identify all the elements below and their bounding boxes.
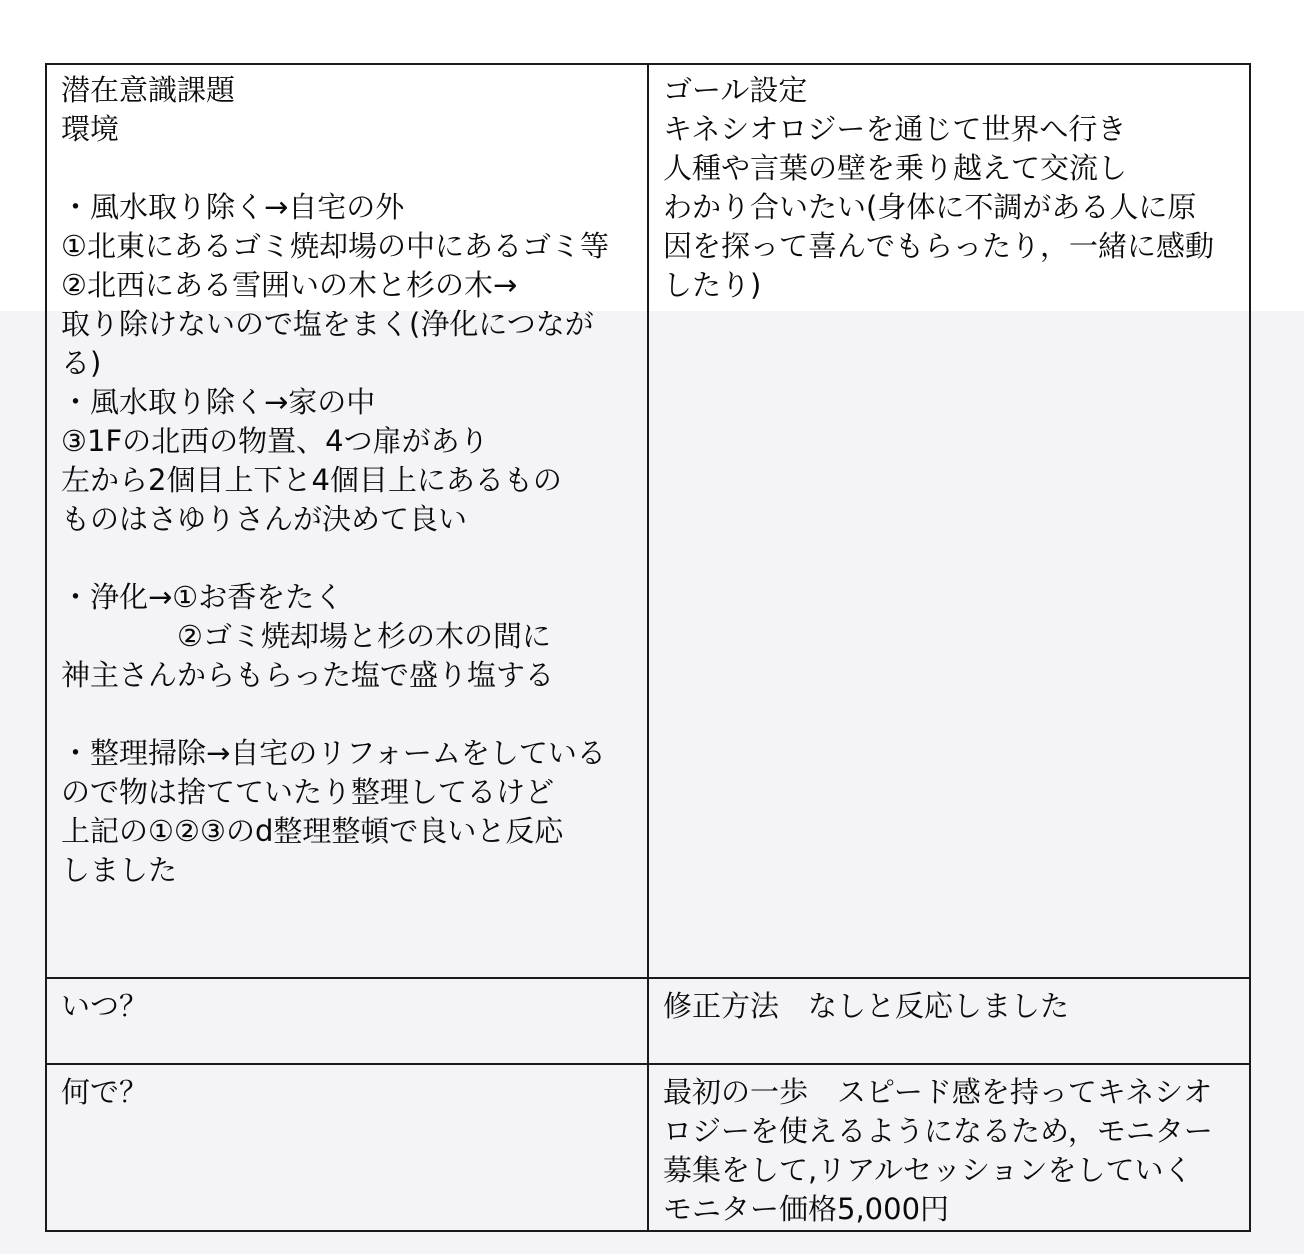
when-cell: いつ？ xyxy=(47,979,649,1065)
first-step-cell: 最初の一歩 スピード感を持ってキネシオ ロジーを使えるようになるため，モニター 募集をして,リアルセッションをしていく モニター価格5,000円 xyxy=(663,1075,1213,1226)
subconscious-issue-cell: 潜在意識課題 環境 ・風水取り除く→自宅の外 ①北東にあるゴミ焼却場の中にあるゴミ等 ②北西にある雪囲いの木と杉の木→ 取り除けないので塩をまく(浄化につなが る) ・風水取り除く→家の中 ③1Fの北西の物置、4つ扉があり 左から2個目上下と4個目上にあるもの ものはさゆりさんが決めて良い ・浄化→①お香をたく ②ゴミ焼却場と杉の木の間に 神主さんからもらった塩で盛り塩する ・整理掃除→自宅のリフォームをしている ので物は捨てていたり整理してるけど 上記の①②③のd整理整頓で良いと反応 しました xyxy=(47,65,649,979)
correction-method-cell: 修正方法 なしと反応しました xyxy=(649,979,1249,1065)
with-what-cell: 何で？ xyxy=(47,1065,649,1230)
goal-setting-cell: ゴール設定 キネシオロジーを通じて世界へ行き 人種や言葉の壁を乗り越えて交流し わかり合いたい(身体に不調がある人に原 因を探って喜んでもらったり，一緒に感動 したり) xyxy=(649,65,1249,979)
session-notes-table xyxy=(45,63,1251,1232)
